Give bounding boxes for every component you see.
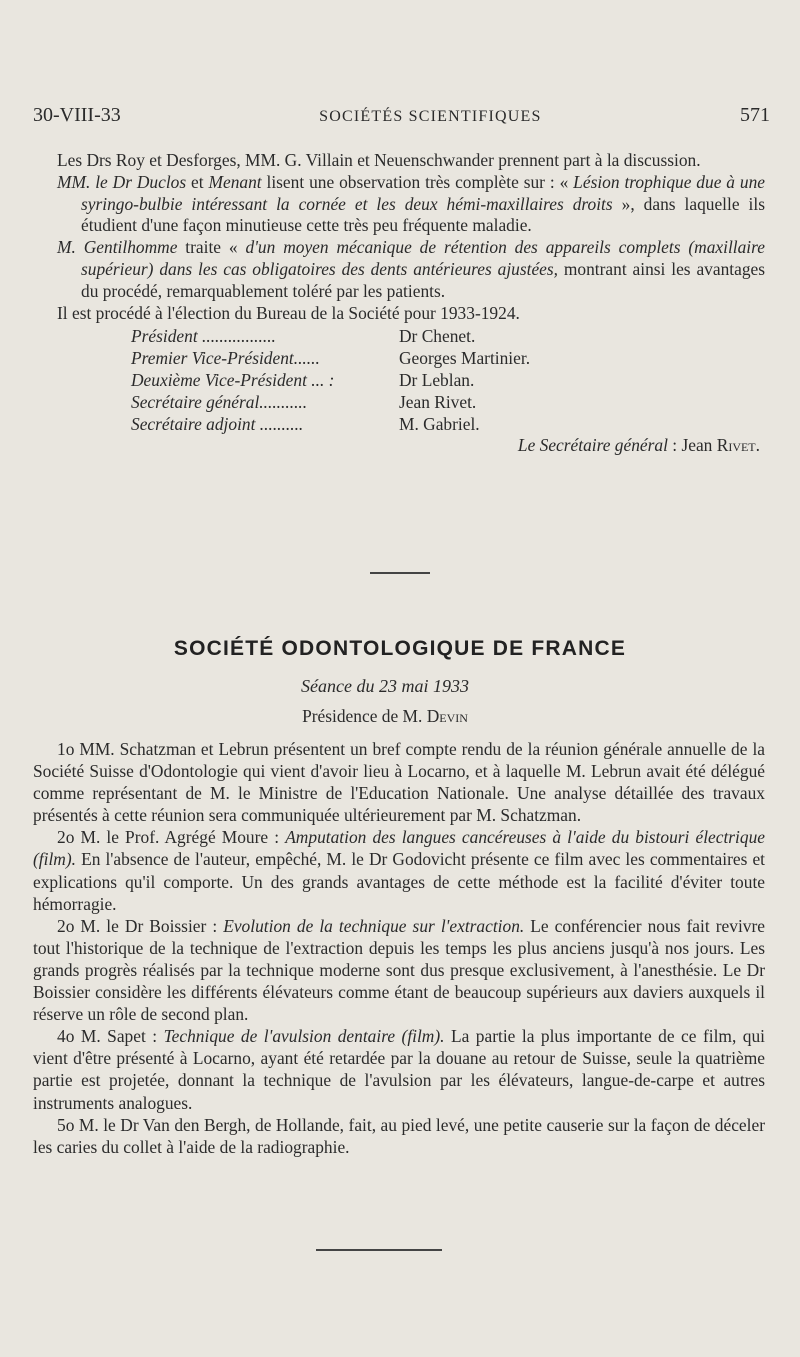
bureau-row: Président ................. Dr Chenet. — [131, 326, 476, 347]
list-item: 1o MM. Schatzman et Lebrun présentent un bref compte rendu de la réunion générale annuelle de la Société Suisse d'Odontologie qui vient d'avoir lieu à Locarno, et à laquelle M. Lebrun avait été délégué comme représentant de M. le Ministre de l'Education Nationale. Une analyse détaillée des travaux présentés à cette réunion sera communiquée ultérieurement par M. Schatzman. — [33, 739, 765, 826]
list-item: 2o M. le Dr Boissier : Evolution de la technique sur l'extraction. Le conférencier nous fait revivre tout l'historique de la technique de l'extraction depuis les temps les plus anciens jusqu'à nos jours. Les grands progrès réalisés par la technique moderne sont dus presque exclusivement, à l'anesthésie. Le Dr Boissier considère les différents élévateurs comme étant de beaucoup supérieurs aux daviers auxquels il réserve un rôle de second plan. — [33, 915, 765, 1025]
presidency: Présidence de M. Devin — [302, 706, 468, 726]
section-divider — [370, 572, 430, 574]
bureau-row: Premier Vice-Président...... Georges Martinier. — [131, 348, 531, 369]
running-header — [33, 104, 770, 127]
paragraph: MM. le Dr Duclos et Menant lisent une observation très complète sur : « Lésion trophique due à une syringo-bulbie intéressant la cornée et les deux hémi-maxillaires droits », dans laquelle ils étudient d'une façon minutieuse cette très peu fréquente maladie. — [57, 171, 766, 236]
signature: Le Secrétaire général : Jean Rivet. — [517, 435, 760, 456]
paragraph: M. Gentilhomme traite « d'un moyen mécanique de rétention des appareils complets (maxillaire supérieur) dans les cas obligatoires des dents antérieures ajustées, montrant ainsi les avantages du procédé, remarquablement toléré par les patients. — [57, 237, 766, 301]
bureau-row: Deuxième Vice-Président ... : Dr Leblan. — [131, 369, 475, 390]
page-number: 571 — [739, 104, 770, 126]
end-divider — [316, 1249, 442, 1251]
list-item: 5o M. le Dr Van den Bergh, de Hollande, fait, au pied levé, une petite causerie sur la façon de déceler les caries du collet à l'aide de la radiographie. — [33, 1114, 765, 1157]
session-date: Séance du 23 mai 1933 — [301, 676, 469, 696]
bureau-list — [131, 326, 765, 435]
bureau-row: Secrétaire général........... Jean Rivet. — [131, 391, 477, 412]
paragraph: Les Drs Roy et Desforges, MM. G. Villain et Neuenschwander prennent part à la discussion. — [57, 150, 701, 170]
header-title: SOCIÉTÉS SCIENTIFIQUES — [319, 108, 542, 125]
previous-report — [57, 150, 765, 457]
section-title: SOCIÉTÉ ODONTOLOGIQUE DE FRANCE — [173, 637, 627, 660]
session-report — [33, 738, 765, 1158]
list-item: 4o M. Sapet : Technique de l'avulsion dentaire (film). La partie la plus importante de ce film, qui vient d'être présenté à Locarno, ayant été retardée par la douane au retour de Suisse, seule la quatrième partie est projetée, donnant la technique de l'avulsion par les élévateurs, langue-de-carpe et autres instruments analogues. — [33, 1026, 765, 1113]
header-date: 30-VIII-33 — [33, 104, 121, 126]
list-item: 2o M. le Prof. Agrégé Moure : Amputation des langues cancéreuses à l'aide du bistouri électrique (film). En l'absence de l'auteur, empêché, M. le Dr Godovicht présente ce film avec les commentaires et explications qu'il comporte. Un des grands avantages de cette méthode est la facilité d'éviter toute hémorragie. — [33, 827, 765, 914]
bureau-row: Secrétaire adjoint .......... M. Gabriel. — [131, 413, 480, 434]
paragraph: Il est procédé à l'élection du Bureau de la Société pour 1933-1924. — [57, 302, 520, 323]
